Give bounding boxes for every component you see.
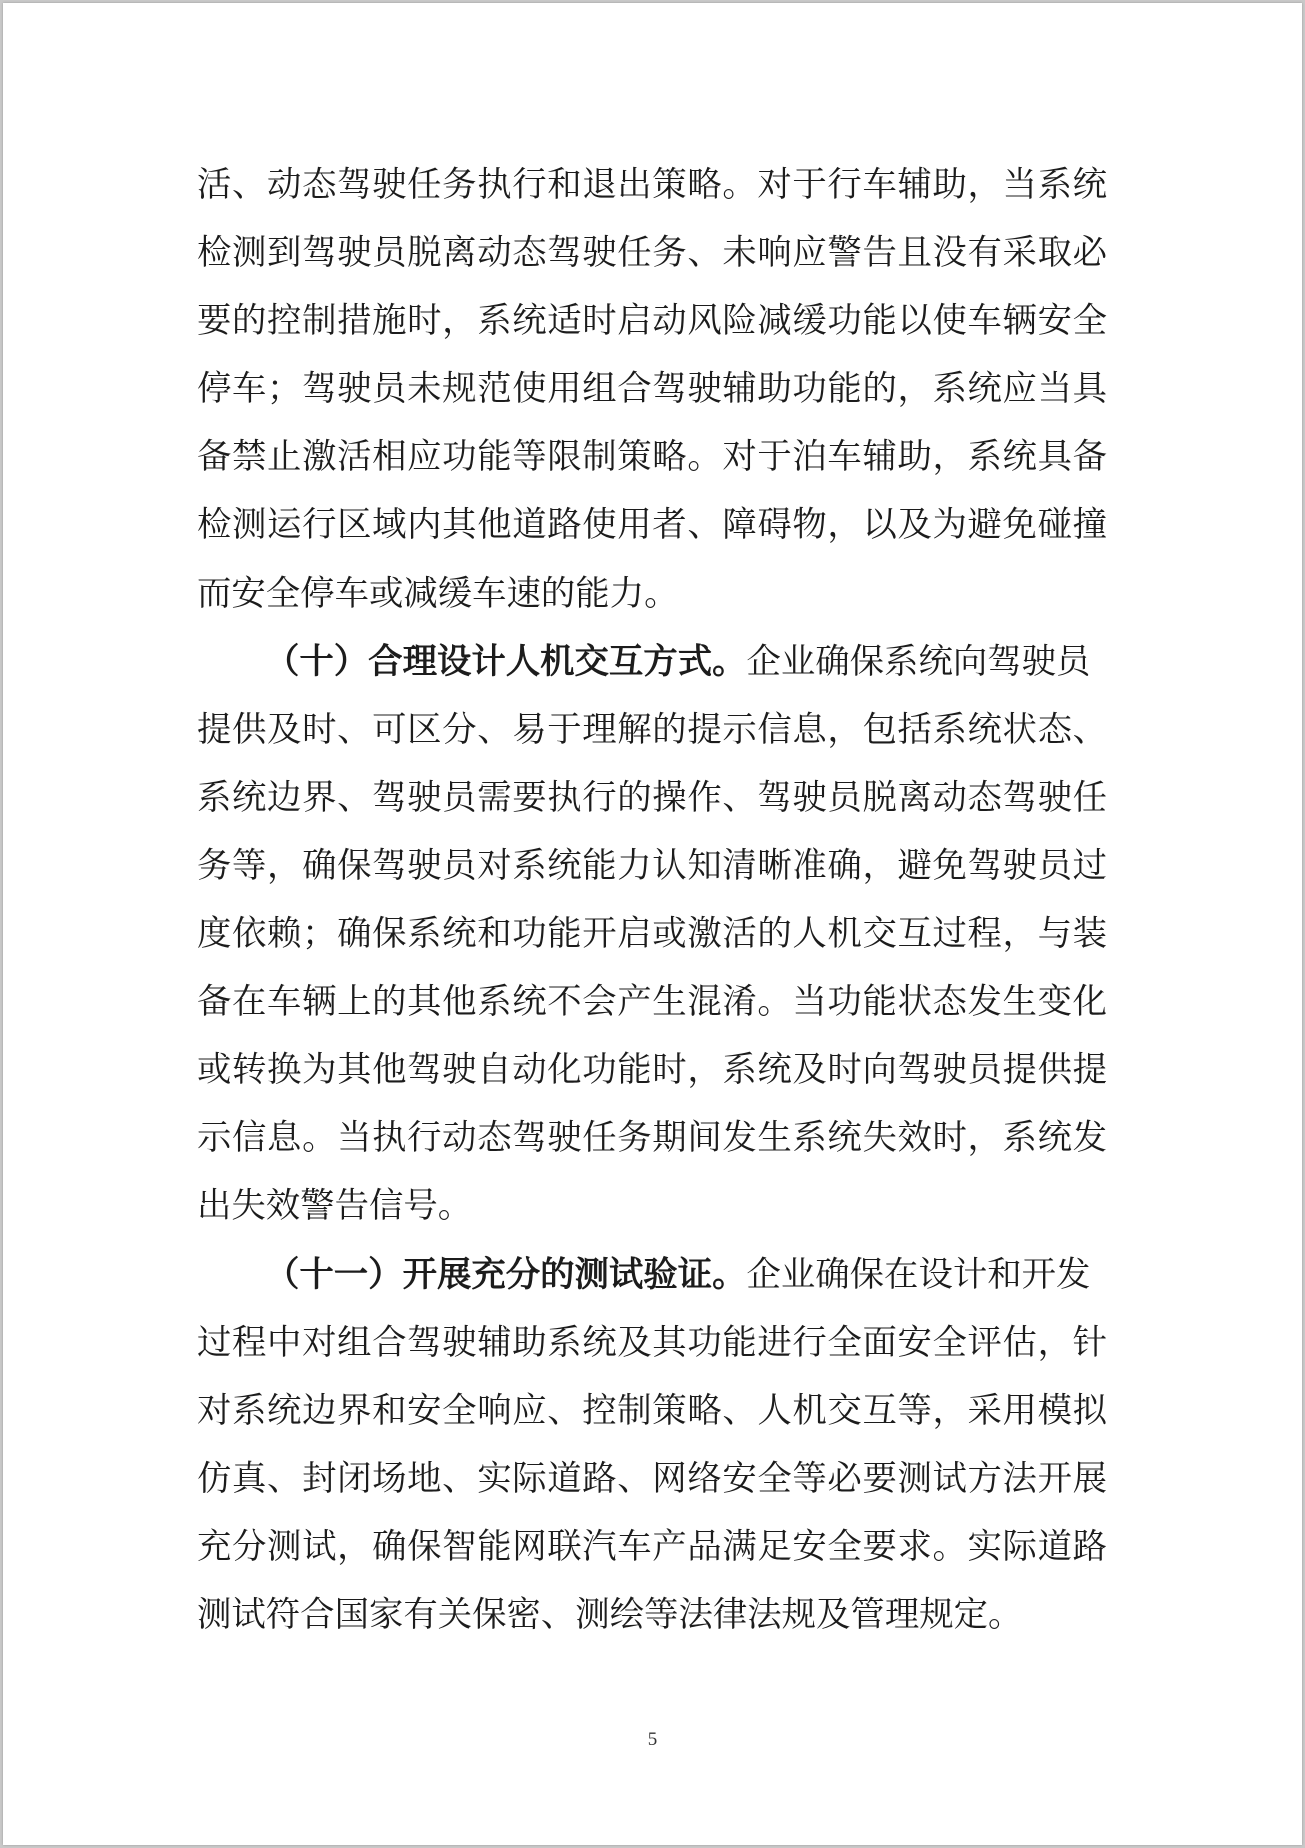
paragraph-line: 或转换为其他驾驶自动化功能时，系统及时向驾驶员提供提: [197, 1050, 1107, 1091]
paragraph-line: 仿真、封闭场地、实际道路、网络安全等必要测试方法开展: [197, 1458, 1107, 1499]
paragraph-line: 检测到驾驶员脱离动态驾驶任务、未响应警告且没有采取必: [197, 233, 1107, 274]
paragraph-line: 示信息。当执行动态驾驶任务期间发生系统失效时，系统发: [197, 1118, 1107, 1159]
section-first-line: [197, 1241, 1107, 1309]
section-first-line-text: 企业确保在设计和开发: [746, 1254, 1091, 1295]
paragraph-line: 而安全停车或减缓车速的能力。: [197, 573, 679, 614]
paragraph-line: 务等，确保驾驶员对系统能力认知清晰准确，避免驾驶员过: [197, 845, 1107, 886]
document-body: [197, 151, 1107, 1649]
section-first-line: [197, 628, 1107, 696]
paragraph-line: 出失效警告信号。: [197, 1186, 473, 1227]
paragraph-line: 备在车辆上的其他系统不会产生混淆。当功能状态发生变化: [197, 982, 1107, 1023]
paragraph-line: 检测运行区域内其他道路使用者、障碍物，以及为避免碰撞: [197, 505, 1107, 546]
paragraph-line: 测试符合国家有关保密、测绘等法律法规及管理规定。: [197, 1594, 1023, 1635]
section-first-line-text: 企业确保系统向驾驶员: [746, 641, 1091, 682]
page-number: 5: [647, 1729, 658, 1750]
section-heading: （十）合理设计人机交互方式。: [265, 641, 747, 682]
paragraph-line: 提供及时、可区分、易于理解的提示信息，包括系统状态、: [197, 709, 1107, 750]
document-page: [3, 3, 1302, 1845]
paragraph-line: 度依赖；确保系统和功能开启或激活的人机交互过程，与装: [197, 914, 1107, 955]
paragraph-line: 系统边界、驾驶员需要执行的操作、驾驶员脱离动态驾驶任: [197, 777, 1107, 818]
paragraph-line: 对系统边界和安全响应、控制策略、人机交互等，采用模拟: [197, 1390, 1107, 1431]
paragraph-line: 过程中对组合驾驶辅助系统及其功能进行全面安全评估，针: [197, 1322, 1107, 1363]
paragraph-line: 停车；驾驶员未规范使用组合驾驶辅助功能的，系统应当具: [197, 369, 1107, 410]
paragraph-line: 要的控制措施时，系统适时启动风险减缓功能以使车辆安全: [197, 301, 1107, 342]
section-heading: （十一）开展充分的测试验证。: [265, 1254, 747, 1295]
paragraph-line: 充分测试，确保智能网联汽车产品满足安全要求。实际道路: [197, 1526, 1107, 1567]
paragraph-line: 备禁止激活相应功能等限制策略。对于泊车辅助，系统具备: [197, 437, 1107, 478]
paragraph-line: 活、动态驾驶任务执行和退出策略。对于行车辅助，当系统: [197, 165, 1107, 205]
